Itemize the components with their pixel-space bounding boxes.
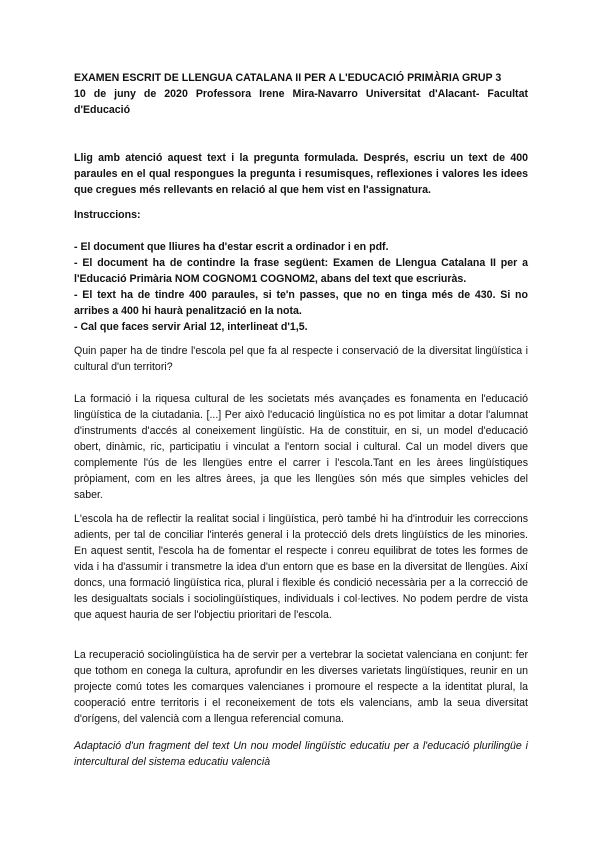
paragraph-3: [74, 647, 528, 727]
source-citation: [74, 738, 528, 770]
header-line-2: 10 de juny de 2020 Professora Irene Mira-Navarro Universitat d'Alacant- Facultat d'Educació: [74, 88, 528, 116]
task-text: Llig amb atenció aquest text i la pregunta formulada. Després, escriu un text de 400 paraules en el qual respongues la pregunta i resumisques, reflexiones i valores les idees que cregues més rellevants en relació al que hem vist en l'assignatura.: [74, 152, 528, 196]
header-line-1: EXAMEN ESCRIT DE LLENGUA CATALANA II PER A L'EDUCACIÓ PRIMÀRIA GRUP 3: [74, 72, 502, 84]
paragraph-text: La formació i la riquesa cultural de les societats més avançades es fonamenta en l'educació lingüística de la ciutadania. [...] Per això l'educació lingüística no es pot limitar a dotar l'alumnat d'instruments d'accés al coneixement lingüístic. Ha de constituir, en si, un model d'educació obert, dinàmic, ric, participatiu i vinculat a l'entorn social i cultural. Cal un model divers que complemente l'ús de les llengües entre el carrer i l'escola.Tant en les àrees lingüístiques pròpiament, com en les altres àrees, ja que les llengües són més que simples vehicles del saber.: [74, 393, 528, 501]
instructions-list: [74, 239, 528, 335]
question-text: Quin paper ha de tindre l'escola pel que fa al respecte i conservació de la diversitat lingüística i cultural d'un territori?: [74, 345, 528, 373]
instruction-item: - El document ha de contindre la frase següent: Examen de Llengua Catalana II per a l'Educació Primària NOM COGNOM1 COGNOM2, abans del text que escriuràs.: [74, 257, 528, 285]
instruction-item: - Cal que faces servir Arial 12, interlineat d'1,5.: [74, 321, 308, 333]
instructions-title: [74, 207, 528, 223]
instruction-item: - El text ha de tindre 400 paraules, si te'n passes, que no en tinga més de 430. Si no arribes a 400 hi haurà penalització en la nota.: [74, 289, 528, 317]
paragraph-1: [74, 391, 528, 503]
task-statement: [74, 150, 528, 198]
exam-header: [74, 70, 528, 118]
instruction-item: - El document que lliures ha d'estar escrit a ordinador i en pdf.: [74, 241, 389, 253]
instructions-heading: Instruccions:: [74, 209, 141, 221]
paragraph-text: La recuperació sociolingüística ha de servir per a vertebrar la societat valenciana en conjunt: fer que tothom en conega la cultura, aprofundir en les diverses varietats lingüístiques, reunir en un projecte comú totes les comarques valencianes i promoure el respecte a la identitat plural, la cooperació entre territoris i el reconeixement de tots els valencians, amb la seua diversitat d'orígens, del valencià com a llengua referencial comuna.: [74, 649, 528, 725]
paragraph-2: [74, 511, 528, 623]
question: [74, 343, 528, 375]
paragraph-text: L'escola ha de reflectir la realitat social i lingüística, però també hi ha d'introduir les correccions adients, per tal de conciliar l'interés general i la protecció dels drets lingüístics de les minories. En aquest sentit, l'escola ha de fomentar el respecte i conreu equilibrat de totes les formes de vida i ha d'assumir i transmetre la idea d'un entorn que es base en la diversitat de llengües. Així doncs, una formació lingüística rica, plural i flexible és condició necessària per a la correcció de les desigualtats socials i sociolingüístiques, individuals i col·lectives. No podem perdre de vista que aquest hauria de ser l'objectiu prioritari de l'escola.: [74, 513, 528, 621]
source-text: Adaptació d'un fragment del text Un nou model lingüístic educatiu per a l'educació plurilingüe i intercultural del sistema educatiu valencià: [74, 740, 528, 768]
